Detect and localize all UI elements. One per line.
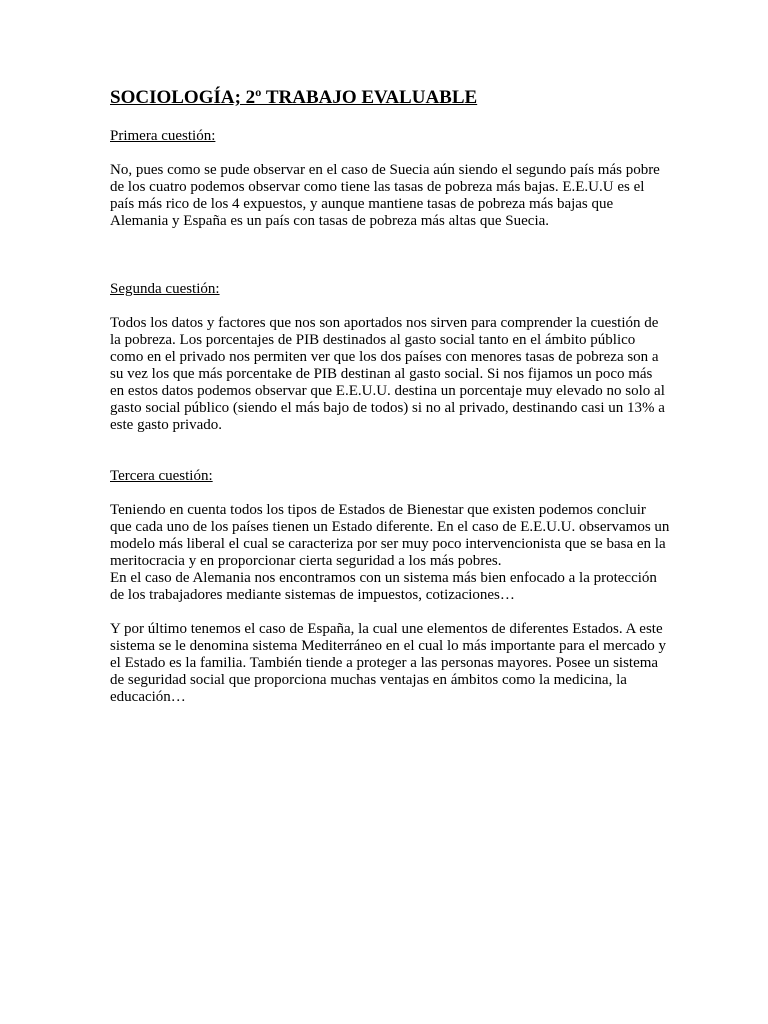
- document-page: [110, 86, 670, 706]
- section-heading-tercera: Tercera cuestión:: [110, 468, 213, 484]
- paragraph-tercera-espana: Y por último tenemos el caso de España, la cual une elementos de diferentes Estados. A este sistema se le denomina sistema Mediterráneo en el cual lo más importante para el mercado y el Estado es la familia. También tiende a proteger a las personas mayores. Posee un sistema de seguridad social que proporciona muchas ventajas en ámbitos como la medicina, la educación…: [110, 621, 667, 705]
- section-heading-primera: Primera cuestión:: [110, 128, 216, 144]
- paragraph-tercera-alemania: En el caso de Alemania nos encontramos con un sistema más bien enfocado a la protección de los trabajadores mediante sistemas de impuestos, cotizaciones…: [110, 570, 657, 603]
- paragraph-tercera-eeuu: Teniendo en cuenta todos los tipos de Estados de Bienestar que existen podemos concluir que cada uno de los países tienen un Estado diferente. En el caso de E.E.U.U. observamos un modelo más liberal el cual se caracteriza por ser muy poco intervencionista que se basa en la meritocracia y en proporcionar cierta seguridad a los más pobres.: [110, 502, 670, 569]
- paragraph-segunda: Todos los datos y factores que nos son aportados nos sirven para comprender la cuestión de la pobreza. Los porcentajes de PIB destinados al gasto social tanto en el ámbito público como en el privado nos permiten ver que los dos países con menores tasas de pobreza son a su vez los que más porcentake de PIB destinan al gasto social. Si nos fijamos un poco más en estos datos podemos observar que E.E.U.U. destina un porcentaje muy elevado no solo al gasto social público (siendo el más bajo de todos) si no al privado, destinando casi un 13% a este gasto privado.: [110, 315, 665, 433]
- paragraph-primera: No, pues como se pude observar en el caso de Suecia aún siendo el segundo país más pobre de los cuatro podemos observar como tiene las tasas de pobreza más bajas. E.E.U.U es el país más rico de los 4 expuestos, y aunque mantiene tasas de pobreza más bajas que Alemania y España es un país con tasas de pobreza más altas que Suecia.: [110, 162, 660, 229]
- document-title: SOCIOLOGÍA; 2º TRABAJO EVALUABLE: [110, 87, 478, 108]
- section-heading-segunda: Segunda cuestión:: [110, 281, 220, 297]
